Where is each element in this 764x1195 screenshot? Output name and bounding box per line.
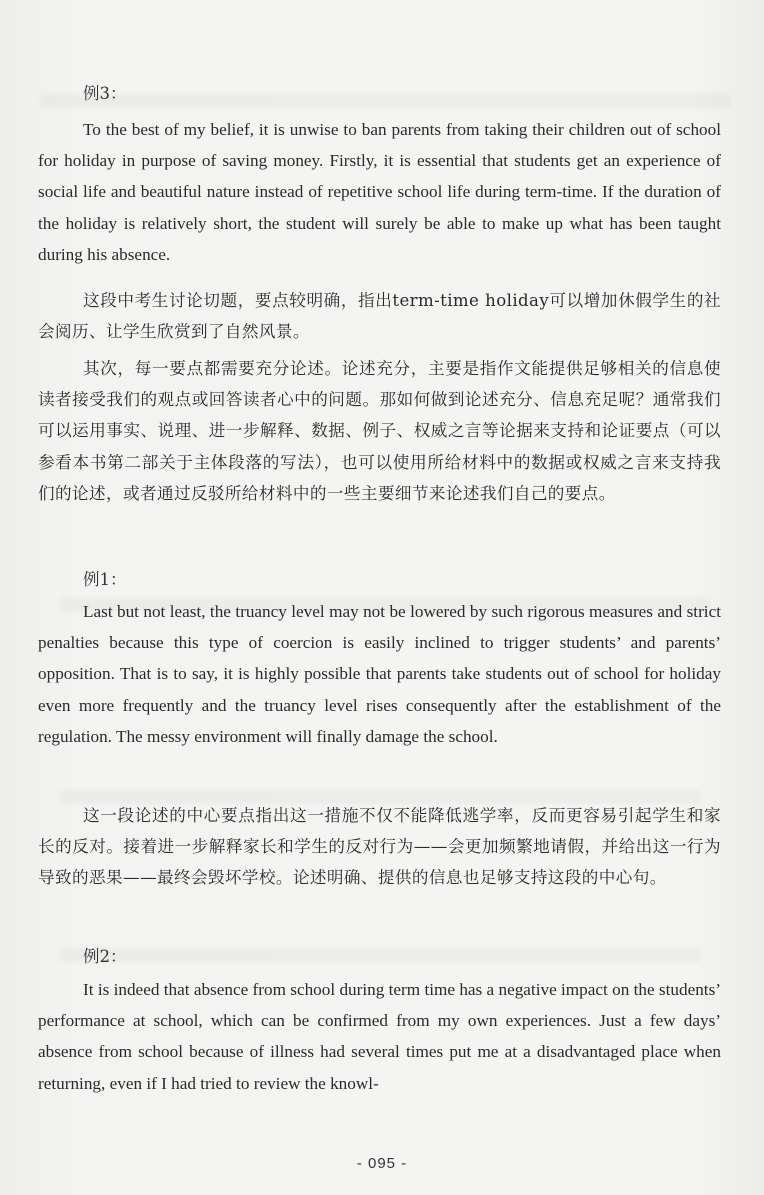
show-through (40, 94, 730, 108)
comment1-paragraph (38, 285, 721, 347)
example1-paragraph (38, 596, 721, 752)
example3-paragraph (38, 114, 721, 270)
example1-text: Last but not least, the truancy level may not be lowered by such rigorous measures and strict penalties because this type of coercion is easily inclined to trigger students’ and parents’ opposition. That is to say, it is highly possible that parents take students out of school for holiday even more frequently and the truancy level rises consequently after the establishment of the regulation. The messy environment will finally damage the school. (38, 602, 721, 746)
comment1-text: 这段中考生讨论切题，要点较明确，指出term-time holiday可以增加休假学生的社会阅历、让学生欣赏到了自然风景。 (38, 291, 721, 342)
explanation-text: 其次，每一要点都需要充分论述。论述充分，主要是指作文能提供足够相关的信息使读者接受我们的观点或回答读者心中的问题。那如何做到论述充分、信息充足呢？通常我们可以运用事实、说理、进一步解释、数据、例子、权威之言等论据来支持和论证要点（可以参看本书第二部关于主体段落的写法），也可以使用所给材料中的数据或权威之言来支持我们的论述，或者通过反驳所给材料中的一些主要细节来论述我们自己的要点。 (38, 359, 721, 503)
example2-paragraph (38, 974, 721, 1099)
explanation-paragraph (38, 353, 721, 509)
page-number: - 095 - (356, 1155, 408, 1172)
comment2-paragraph (38, 800, 721, 894)
example3-text: To the best of my belief, it is unwise to ban parents from taking their children out of school for holiday in purpose of saving money. Firstly, it is essential that students get an experience of social life and beautiful nature instead of repetitive school life during term-time. If the duration of the holiday is relatively short, the student will surely be able to make up what has been taught during his absence. (38, 120, 721, 264)
show-through (60, 948, 700, 962)
example1-label: 例1： (83, 570, 127, 589)
example2-label: 例2： (83, 947, 127, 966)
example3-label: 例3： (83, 84, 127, 103)
example2-text: It is indeed that absence from school during term time has a negative impact on the students’ performance at school, which can be confirmed from my own experiences. Just a few days’ absence from school because of illness had several times put me at a disadvantaged place when returning, even if I had tried to review the knowl- (38, 980, 721, 1093)
comment2-text: 这一段论述的中心要点指出这一措施不仅不能降低逃学率，反而更容易引起学生和家长的反对。接着进一步解释家长和学生的反对行为——会更加频繁地请假，并给出这一行为导致的恶果——最终会毁坏学校。论述明确、提供的信息也足够支持这段的中心句。 (38, 806, 721, 888)
